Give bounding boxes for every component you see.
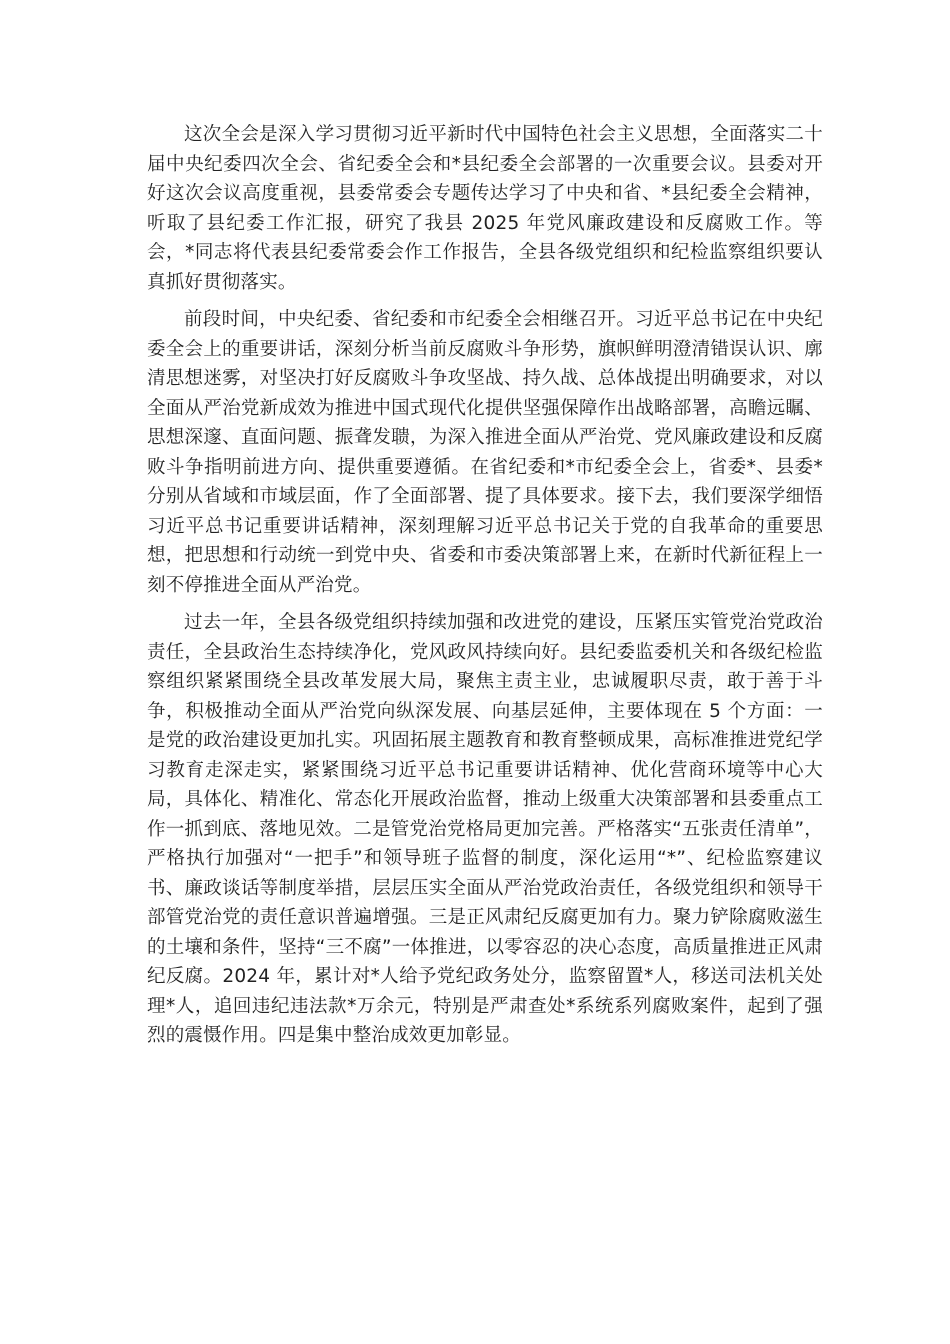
paragraph-3: 过去一年，全县各级党组织持续加强和改进党的建设，压紧压实管党治党政治责任，全县政治生态持续净化，党风政风持续向好。县纪委监委机关和各级纪检监察组织紧紧围绕全县改革发展大局，聚焦主责主业，忠诚履职尽责，敢于善于斗争，积极推动全面从严治党向纵深发展、向基层延伸，主要体现在 5 个方面：一是党的政治建设更加扎实。巩固拓展主题教育和教育整顿成果，高标准推进党纪学习教育走深走实，紧紧围绕习近平总书记重要讲话精神、优化营商环境等中心大局，具体化、精准化、常态化开展政治监督，推动上级重大决策部署和县委重点工作一抓到底、落地见效。二是管党治党格局更加完善。严格落实“五张责任清单”，严格执行加强对“一把手”和领导班子监督的制度，深化运用“*”、纪检监察建议书、廉政谈话等制度举措，层层压实全面从严治党政治责任，各级党组织和领导干部管党治党的责任意识普遍增强。三是正风肃纪反腐更加有力。聚力铲除腐败滋生的土壤和条件，坚持“三不腐”一体推进，以零容忍的决心态度，高质量推进正风肃纪反腐。2024 年，累计对*人给予党纪政务处分，监察留置*人，移送司法机关处理*人，追回违纪违法款*万余元，特别是严肃查处*系统系列腐败案件，起到了强烈的震慑作用。四是集中整治成效更加彰显。: [147, 612, 823, 1046]
document-body: [147, 120, 823, 1059]
paragraph-2: 前段时间，中央纪委、省纪委和市纪委全会相继召开。习近平总书记在中央纪委全会上的重要讲话，深刻分析当前反腐败斗争形势，旗帜鲜明澄清错误认识、廓清思想迷雾，对坚决打好反腐败斗争攻坚战、持久战、总体战提出明确要求，对以全面从严治党新成效为推进中国式现代化提供坚强保障作出战略部署，高瞻远瞩、思想深邃、直面问题、振聋发聩，为深入推进全面从严治党、党风廉政建设和反腐败斗争指明前进方向、提供重要遵循。在省纪委和*市纪委全会上，省委*、县委*分别从省域和市域层面，作了全面部署、提了具体要求。接下去，我们要深学细悟习近平总书记重要讲话精神，深刻理解习近平总书记关于党的自我革命的重要思想，把思想和行动统一到党中央、省委和市委决策部署上来，在新时代新征程上一刻不停推进全面从严治党。: [147, 309, 823, 596]
paragraph-1: 这次全会是深入学习贯彻习近平新时代中国特色社会主义思想，全面落实二十届中央纪委四次全会、省纪委全会和*县纪委全会部署的一次重要会议。县委对开好这次会议高度重视，县委常委会专题传达学习了中央和省、*县纪委全会精神，听取了县纪委工作汇报，研究了我县 2025 年党风廉政建设和反腐败工作。等会，*同志将代表县纪委常委会作工作报告，全县各级党组织和纪检监察组织要认真抓好贯彻落实。: [147, 124, 823, 293]
